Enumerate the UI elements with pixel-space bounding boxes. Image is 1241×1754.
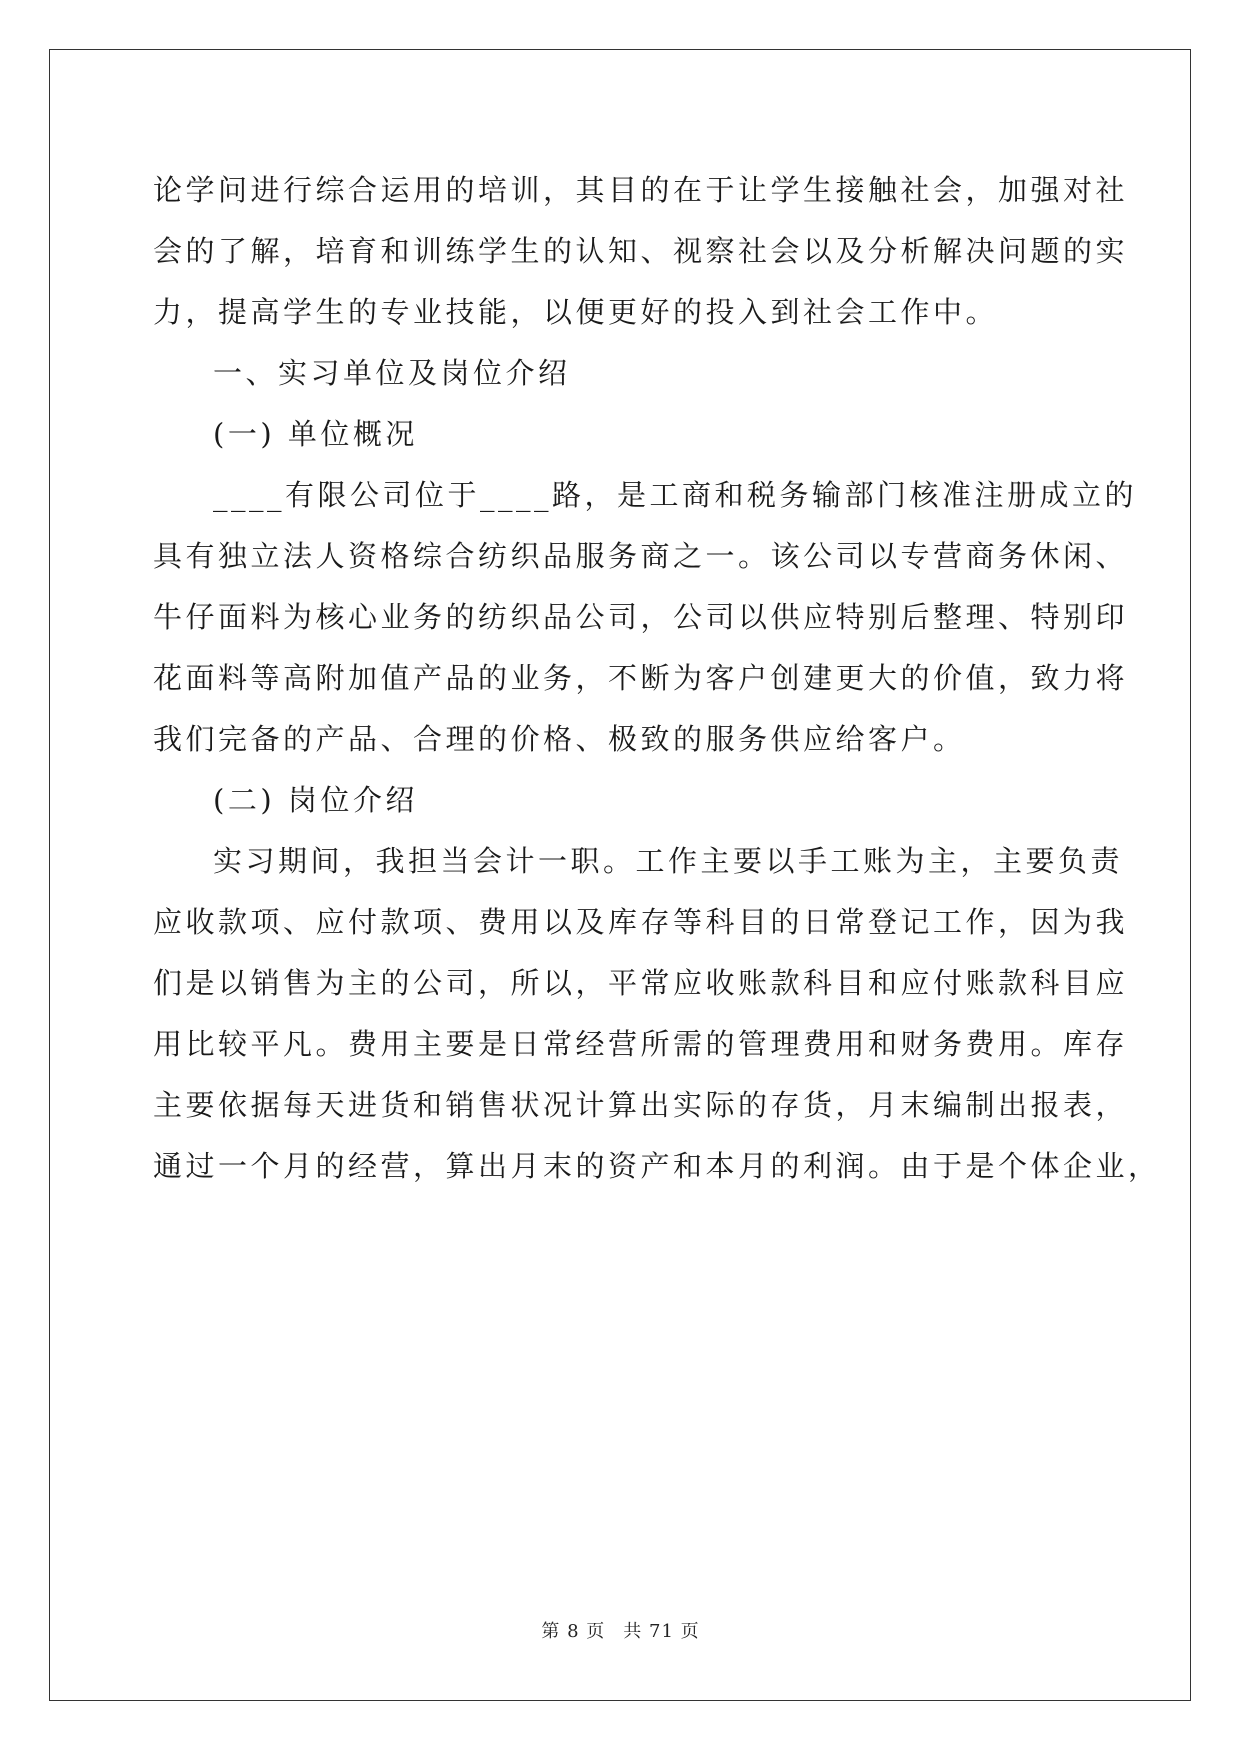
paragraph-line: 具有独立法人资格综合纺织品服务商之一。该公司以专营商务休闲、	[153, 539, 1129, 573]
paragraph-line: 牛仔面料为核心业务的纺织品公司，公司以供应特别后整理、特别印	[153, 600, 1129, 634]
paragraph-line: 花面料等高附加值产品的业务，不断为客户创建更大的价值，致力将	[153, 661, 1129, 695]
page-total: 共 71 页	[623, 1621, 700, 1642]
paragraph-line: 力，提高学生的专业技能，以便更好的投入到社会工作中。	[153, 295, 999, 329]
paragraph-line: 论学问进行综合运用的培训，其目的在于让学生接触社会，加强对社	[153, 173, 1129, 207]
paragraph-line: 会的了解，培育和训练学生的认知、视察社会以及分析解决问题的实	[153, 234, 1129, 268]
paragraph-line: 们是以销售为主的公司，所以，平常应收账款科目和应付账款科目应	[153, 966, 1129, 1000]
paragraph-line: 通过一个月的经营，算出月末的资产和本月的利润。由于是个体企业，	[153, 1149, 1161, 1183]
paragraph-line: 主要依据每天进货和销售状况计算出实际的存货，月末编制出报表，	[153, 1088, 1129, 1122]
paragraph-line: ____有限公司位于____路，是工商和税务输部门核准注册成立的	[213, 478, 1138, 512]
subsection-heading: (一) 单位概况	[213, 417, 418, 451]
paragraph-line: 用比较平凡。费用主要是日常经营所需的管理费用和财务费用。库存	[153, 1027, 1129, 1061]
paragraph-line: 我们完备的产品、合理的价格、极致的服务供应给客户。	[153, 722, 966, 756]
section-heading: 一、实习单位及岗位介绍	[213, 356, 571, 390]
page-footer	[0, 1617, 1241, 1643]
subsection-heading: (二) 岗位介绍	[213, 783, 418, 817]
document-body	[153, 160, 1161, 1197]
paragraph-line: 应收款项、应付款项、费用以及库存等科目的日常登记工作，因为我	[153, 905, 1129, 939]
paragraph-line: 实习期间，我担当会计一职。工作主要以手工账为主，主要负责	[213, 844, 1124, 878]
page-number: 第 8 页	[541, 1621, 606, 1642]
